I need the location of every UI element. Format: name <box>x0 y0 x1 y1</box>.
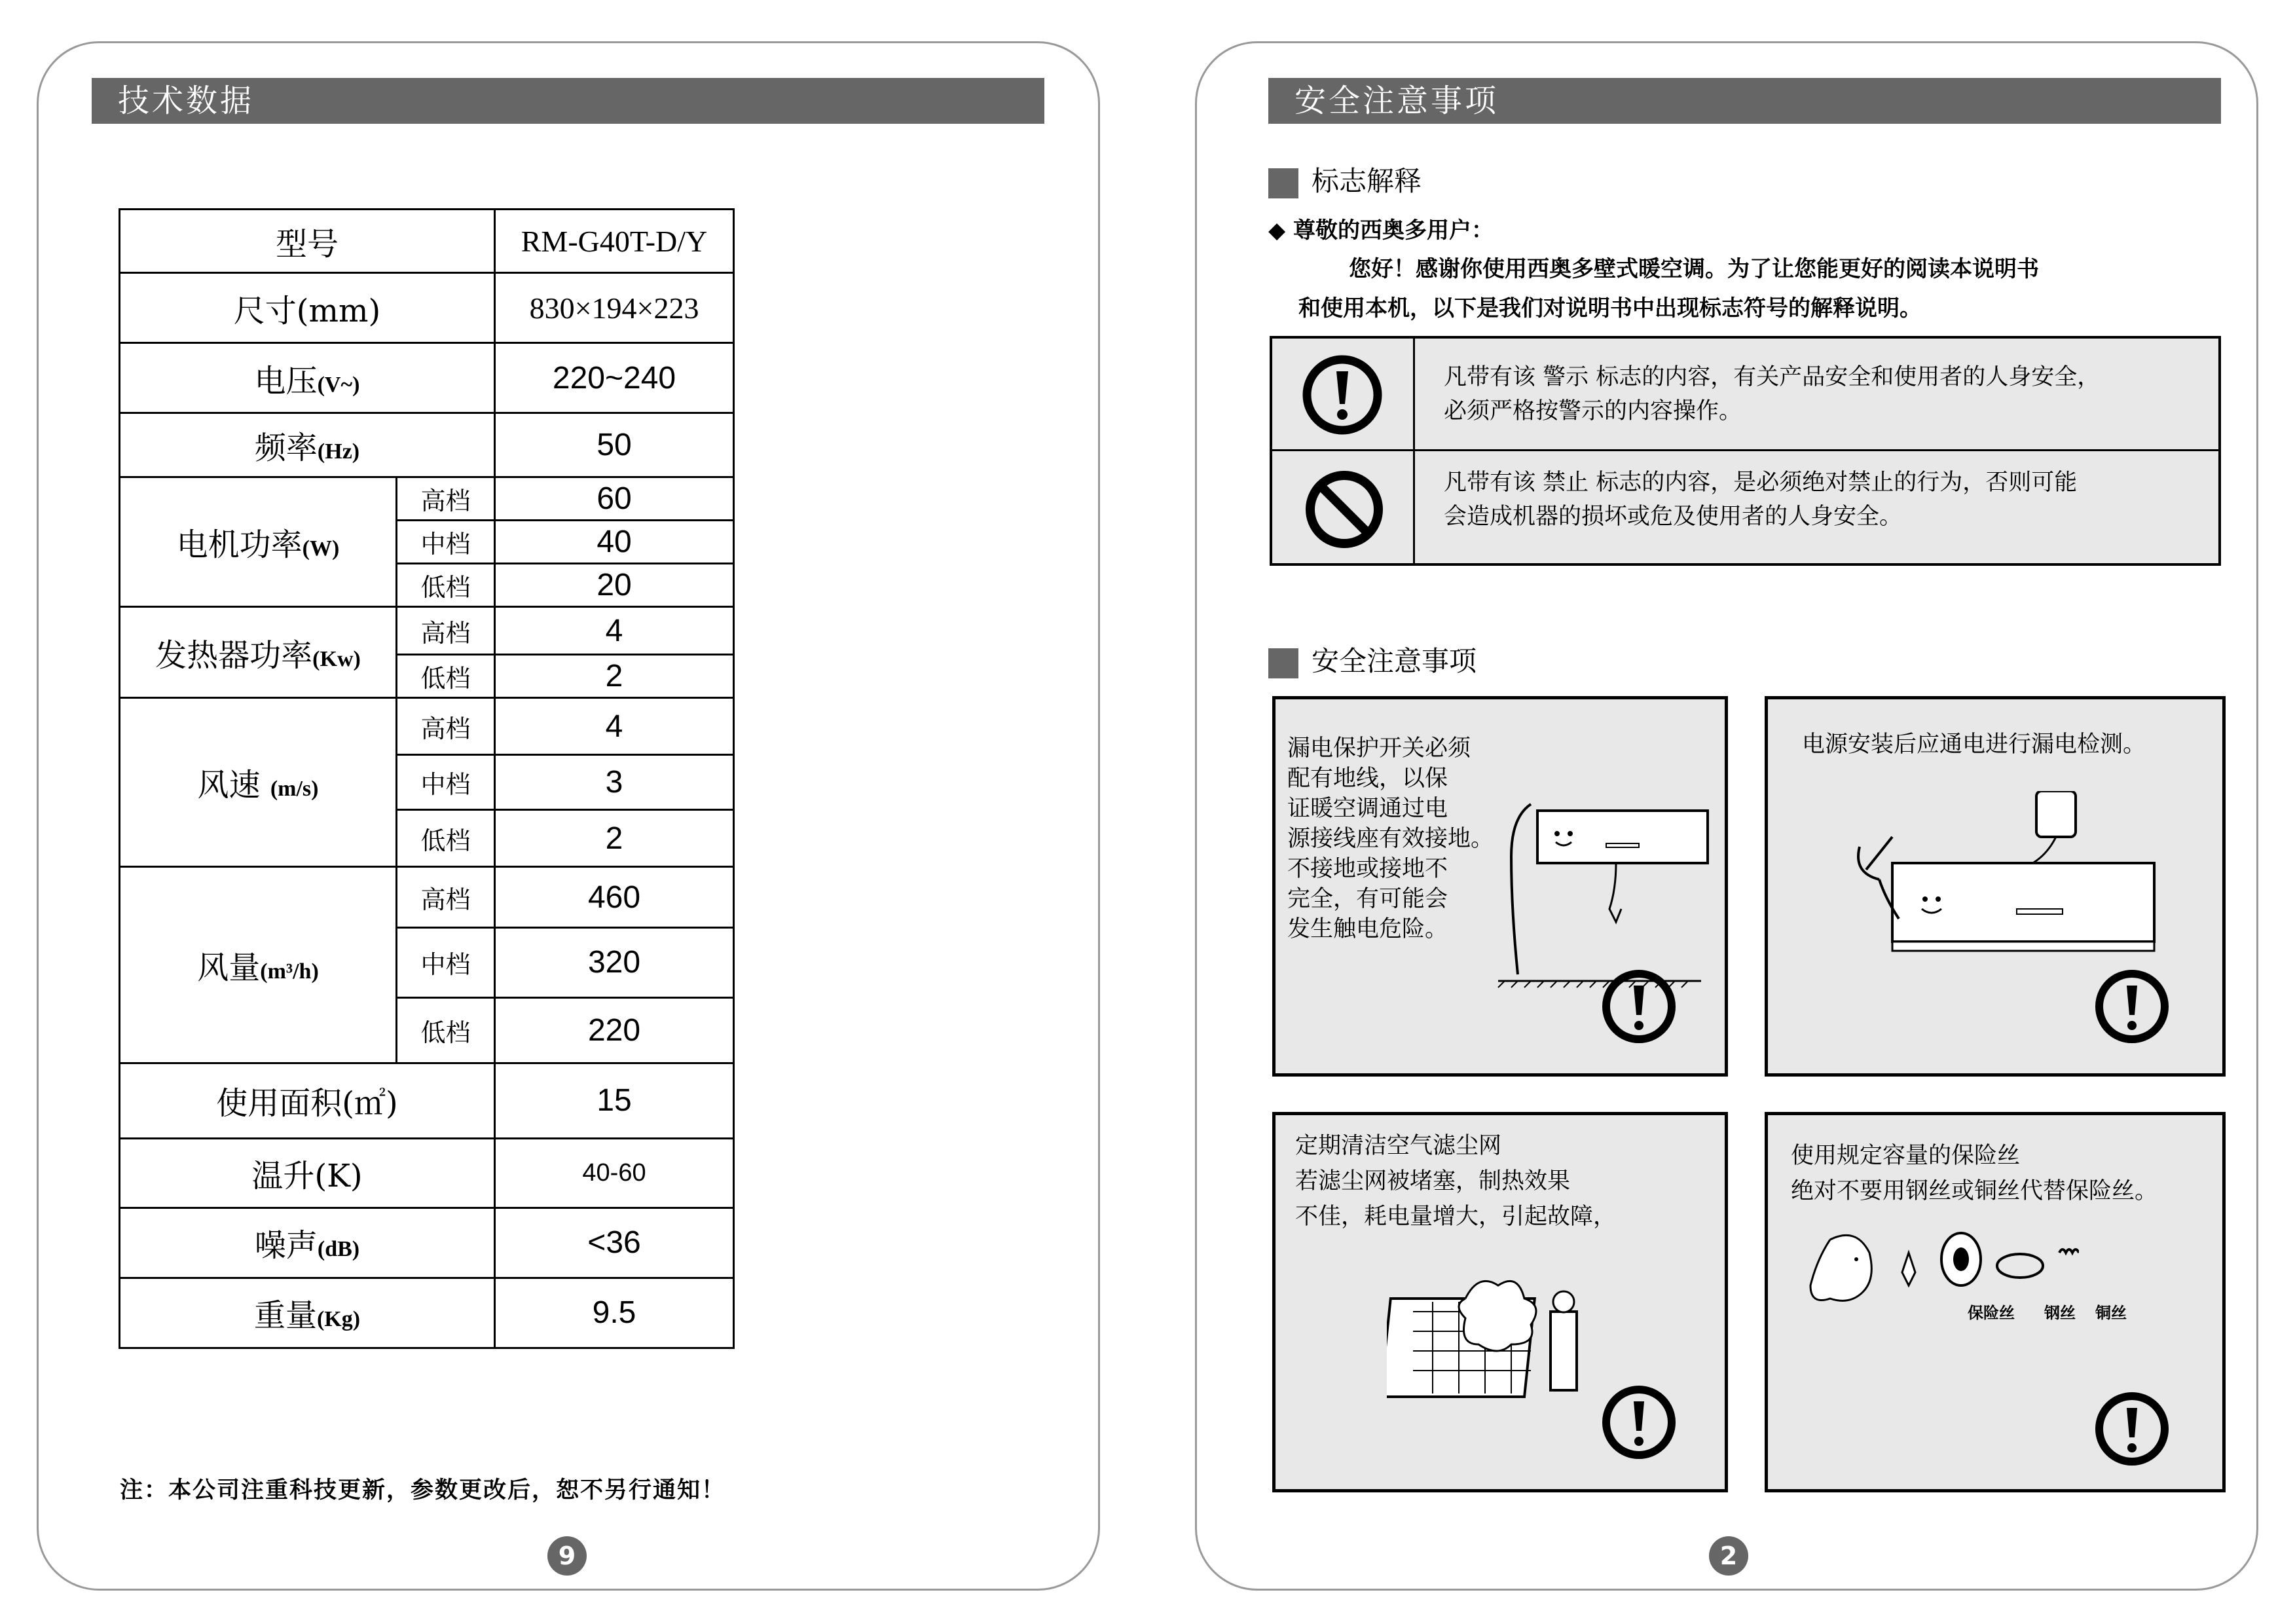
row-weight <box>120 1278 734 1348</box>
prohibit-description <box>1444 466 2077 534</box>
model-label: 型号 <box>120 210 495 273</box>
greeting: ◆ 尊敬的西奥多用户： <box>1268 217 1494 244</box>
row-wind-high <box>120 698 734 755</box>
page-number-right: 2 <box>1709 1536 1748 1576</box>
motor-level: 高档 <box>397 477 495 521</box>
heater-level: 高档 <box>397 607 495 655</box>
weight-value: 9.5 <box>495 1278 734 1348</box>
area-value: 15 <box>495 1063 734 1138</box>
warning-line-2: 必须严格按警示的内容操作。 <box>1444 398 1742 424</box>
warning-symbol-row <box>1272 339 2218 451</box>
prohibit-symbol-row <box>1272 451 2218 563</box>
row-voltage <box>120 343 734 413</box>
prohibit-icon-cell <box>1272 451 1415 563</box>
wind-speed-value: 4 <box>495 698 734 755</box>
airflow-level: 中档 <box>397 927 495 997</box>
noise-value: <36 <box>495 1208 734 1278</box>
frequency-label: 频率(Hz) <box>120 413 495 477</box>
airflow-value: 460 <box>495 867 734 927</box>
filter-cleaning-illustration <box>1387 1272 1603 1403</box>
wind-speed-value: 2 <box>495 810 734 867</box>
temperature-label: 温升(K) <box>120 1138 495 1208</box>
area-label: 使用面积(㎡) <box>120 1063 495 1138</box>
heater-value: 2 <box>495 655 734 698</box>
airflow-level: 低档 <box>397 997 495 1063</box>
warning-icon <box>2093 968 2171 1045</box>
voltage-value: 220~240 <box>495 343 734 413</box>
fuse-notice-text: 使用规定容量的保险丝 绝对不要用钢丝或铜丝代替保险丝。 <box>1791 1143 2158 1204</box>
grounding-notice-box <box>1272 696 1728 1077</box>
filter-cleaning-text: 定期清洁空气滤尘网 若滤尘网被堵塞，制热效果 不佳，耗电量增大，引起故障， <box>1295 1133 1617 1230</box>
size-value: 830×194×223 <box>495 273 734 343</box>
airflow-value: 220 <box>495 997 734 1063</box>
section-safety-title: 安全注意事项 <box>1268 640 1477 679</box>
motor-level: 中档 <box>397 521 495 564</box>
fuse-notice-box <box>1765 1112 2226 1492</box>
airflow-level: 高档 <box>397 867 495 927</box>
airflow-label: 风量(m³/h) <box>120 867 397 1063</box>
spec-header: 技术数据 <box>92 78 1044 124</box>
wind-speed-level: 中档 <box>397 755 495 810</box>
frequency-value: 50 <box>495 413 734 477</box>
air-conditioner-illustration <box>1492 784 1721 994</box>
row-noise <box>120 1208 734 1278</box>
intro-line-1: 您好！感谢你使用西奥多壁式暖空调。为了让您能更好的阅读本说明书 <box>1349 256 2039 282</box>
update-note: 注：本公司注重科技更新，参数更改后，恕不另行通知！ <box>120 1477 726 1504</box>
airflow-value: 320 <box>495 927 734 997</box>
row-airflow-high <box>120 867 734 927</box>
section-marker-icon <box>1268 648 1298 678</box>
warning-icon-cell <box>1272 339 1415 449</box>
leakage-test-box <box>1765 696 2226 1077</box>
row-size <box>120 273 734 343</box>
wind-speed-value: 3 <box>495 755 734 810</box>
page-number-left: 9 <box>547 1536 587 1576</box>
prohibit-line-1: 凡带有该 禁止 标志的内容，是必须绝对禁止的行为，否则可能 <box>1444 470 2078 496</box>
voltage-label: 电压(V~) <box>120 343 495 413</box>
model-value: RM-G40T-D/Y <box>495 210 734 273</box>
row-heater-high <box>120 607 734 655</box>
symbol-explanation-table <box>1270 336 2221 566</box>
row-frequency <box>120 413 734 477</box>
warning-description <box>1444 360 2100 428</box>
fuse-label: 保险丝 <box>1968 1304 2015 1322</box>
heater-value: 4 <box>495 607 734 655</box>
intro-line-2: 和使用本机，以下是我们对说明书中出现标志符号的解释说明。 <box>1298 295 1922 322</box>
warning-icon <box>1272 339 1415 450</box>
warning-icon <box>1600 968 1678 1045</box>
wind-speed-label: 风速 (m/s) <box>120 698 397 867</box>
warning-icon <box>2093 1390 2171 1467</box>
wind-speed-level: 低档 <box>397 810 495 867</box>
prohibit-icon <box>1272 451 1415 563</box>
copper-wire-label: 铜丝 <box>2095 1304 2127 1322</box>
row-area <box>120 1063 734 1138</box>
warning-icon <box>1600 1384 1678 1461</box>
motor-value: 40 <box>495 521 734 564</box>
motor-label: 电机功率(W) <box>120 477 397 607</box>
wind-speed-level: 高档 <box>397 698 495 755</box>
size-label: 尺寸(mm) <box>120 273 495 343</box>
row-motor-high <box>120 477 734 521</box>
row-temperature <box>120 1138 734 1208</box>
heater-level: 低档 <box>397 655 495 698</box>
section-marker-icon <box>1268 168 1298 198</box>
motor-value: 20 <box>495 564 734 607</box>
fuse-illustration <box>1804 1227 2079 1312</box>
steel-wire-label: 钢丝 <box>2044 1304 2076 1322</box>
section-symbol-title: 标志解释 <box>1268 160 1422 199</box>
warning-line-1: 凡带有该 警示 标志的内容，有关产品安全和使用者的人身安全， <box>1444 364 2101 390</box>
safety-header: 安全注意事项 <box>1268 78 2221 124</box>
grounding-text: 漏电保护开关必须 配有地线，以保 证暖空调通过电 源接线座有效接地。 不接地或接地不 完全，有可能会 发生触电危险。 <box>1287 735 1494 942</box>
noise-label: 噪声(dB) <box>120 1208 495 1278</box>
spec-table <box>119 208 735 1349</box>
weight-label: 重量(Kg) <box>120 1278 495 1348</box>
motor-value: 60 <box>495 477 734 521</box>
filter-cleaning-box <box>1272 1112 1728 1492</box>
temperature-value: 40-60 <box>495 1138 734 1208</box>
prohibit-line-2: 会造成机器的损坏或危及使用者的人身安全。 <box>1444 504 1903 530</box>
leakage-test-text: 电源安装后应通电进行漏电检测。 <box>1802 731 2146 758</box>
row-model <box>120 210 734 273</box>
motor-level: 低档 <box>397 564 495 607</box>
heater-label: 发热器功率(Kw) <box>120 607 397 698</box>
